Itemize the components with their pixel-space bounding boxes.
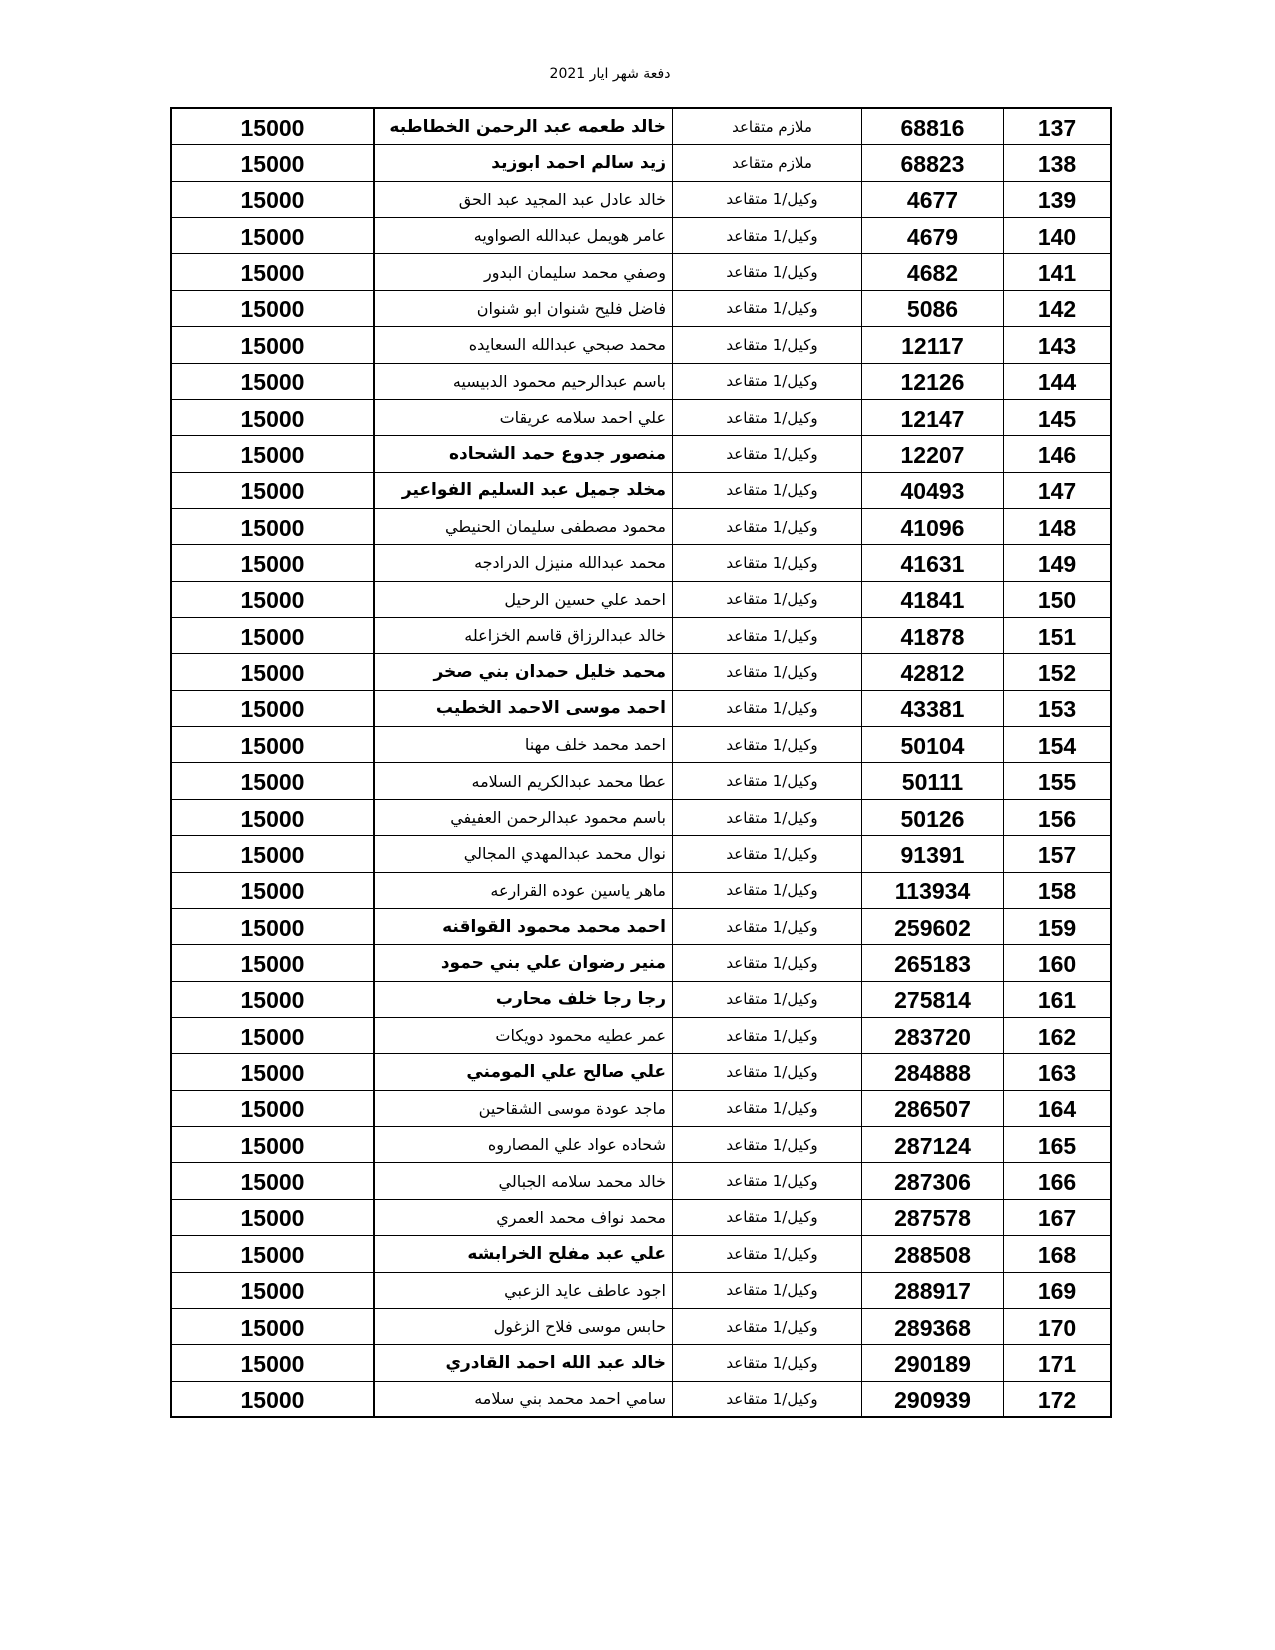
row-index: 166	[1037, 1169, 1077, 1196]
row-number: 68816	[862, 109, 1004, 144]
row-name: خالد طعمه عبد الرحمن الخطاطبه	[375, 109, 673, 144]
row-number: 113934	[862, 873, 1004, 908]
row-number: 43381	[862, 691, 1004, 726]
row-number: 12117	[862, 327, 1004, 362]
row-amount: 15000	[172, 254, 375, 289]
row-number: 4682	[862, 254, 1004, 289]
row-name: منصور جدوع حمد الشحاده	[375, 436, 673, 471]
table-row	[172, 109, 1110, 145]
row-rank: وكيل/1 متقاعد	[673, 727, 862, 762]
row-name: خالد عادل عبد المجيد عبد الحق	[375, 182, 673, 217]
row-index: 155	[1037, 769, 1077, 796]
row-rank: وكيل/1 متقاعد	[673, 763, 862, 798]
row-name: احمد محمد خلف مهنا	[375, 727, 673, 762]
table-row	[172, 400, 1110, 436]
row-index: 146	[1037, 441, 1077, 468]
row-name: محمد نواف محمد العمري	[375, 1200, 673, 1235]
row-index: 159	[1037, 914, 1077, 941]
table-row	[172, 909, 1110, 945]
row-index: 158	[1037, 878, 1077, 905]
row-name: زيد سالم احمد ابوزيد	[375, 145, 673, 180]
row-number: 68823	[862, 145, 1004, 180]
table-row	[172, 1273, 1110, 1309]
row-number: 4677	[862, 182, 1004, 217]
row-index: 137	[1037, 114, 1077, 141]
row-name: محمود مصطفى سليمان الحنيطي	[375, 509, 673, 544]
table-row	[172, 545, 1110, 581]
row-rank: وكيل/1 متقاعد	[673, 800, 862, 835]
table-row	[172, 1309, 1110, 1345]
row-number: 41096	[862, 509, 1004, 544]
row-index: 157	[1037, 841, 1077, 868]
table-row	[172, 473, 1110, 509]
row-name: رجا رجا خلف محارب	[375, 982, 673, 1017]
row-name: احمد موسى الاحمد الخطيب	[375, 691, 673, 726]
row-rank: وكيل/1 متقاعد	[673, 873, 862, 908]
row-rank: وكيل/1 متقاعد	[673, 545, 862, 580]
row-rank: ملازم متقاعد	[673, 145, 862, 180]
table-row	[172, 1382, 1110, 1418]
row-name: باسم عبدالرحيم محمود الدبيسيه	[375, 364, 673, 399]
table-row	[172, 1127, 1110, 1163]
row-number: 50111	[862, 763, 1004, 798]
table-row	[172, 327, 1110, 363]
table-row	[172, 509, 1110, 545]
row-amount: 15000	[172, 436, 375, 471]
row-rank: وكيل/1 متقاعد	[673, 1127, 862, 1162]
row-rank: وكيل/1 متقاعد	[673, 982, 862, 1017]
row-number: 42812	[862, 654, 1004, 689]
row-amount: 15000	[172, 1200, 375, 1235]
row-amount: 15000	[172, 473, 375, 508]
row-amount: 15000	[172, 1127, 375, 1162]
row-name: فاضل فليح شنوان ابو شنوان	[375, 291, 673, 326]
table-row	[172, 727, 1110, 763]
row-name: نوال محمد عبدالمهدي المجالي	[375, 836, 673, 871]
row-number: 287578	[862, 1200, 1004, 1235]
row-rank: وكيل/1 متقاعد	[673, 618, 862, 653]
row-rank: وكيل/1 متقاعد	[673, 400, 862, 435]
row-index: 154	[1037, 732, 1077, 759]
row-number: 91391	[862, 836, 1004, 871]
row-name: محمد خليل حمدان بني صخر	[375, 654, 673, 689]
row-amount: 15000	[172, 218, 375, 253]
table-row	[172, 945, 1110, 981]
row-number: 287306	[862, 1163, 1004, 1198]
row-name: عمر عطيه محمود دويكات	[375, 1018, 673, 1053]
row-index: 139	[1037, 187, 1077, 214]
table-row	[172, 218, 1110, 254]
row-rank: وكيل/1 متقاعد	[673, 327, 862, 362]
row-index: 170	[1037, 1314, 1077, 1341]
row-index: 150	[1037, 587, 1077, 614]
row-rank: وكيل/1 متقاعد	[673, 836, 862, 871]
row-index: 152	[1037, 660, 1077, 687]
row-number: 259602	[862, 909, 1004, 944]
row-number: 265183	[862, 945, 1004, 980]
row-index: 138	[1037, 151, 1077, 178]
table-row	[172, 763, 1110, 799]
row-amount: 15000	[172, 145, 375, 180]
row-number: 287124	[862, 1127, 1004, 1162]
table-row	[172, 873, 1110, 909]
table-row	[172, 1200, 1110, 1236]
row-number: 12126	[862, 364, 1004, 399]
row-index: 141	[1037, 260, 1077, 287]
row-amount: 15000	[172, 800, 375, 835]
row-index: 143	[1037, 332, 1077, 359]
table-row	[172, 145, 1110, 181]
row-number: 288917	[862, 1273, 1004, 1308]
table-row	[172, 1054, 1110, 1090]
row-index: 169	[1037, 1278, 1077, 1305]
table-row	[172, 836, 1110, 872]
row-amount: 15000	[172, 1091, 375, 1126]
table-row	[172, 291, 1110, 327]
row-name: سامي احمد محمد بني سلامه	[375, 1382, 673, 1416]
row-rank: وكيل/1 متقاعد	[673, 654, 862, 689]
row-name: ماهر ياسين عوده القرارعه	[375, 873, 673, 908]
row-rank: وكيل/1 متقاعد	[673, 1054, 862, 1089]
row-amount: 15000	[172, 1163, 375, 1198]
row-amount: 15000	[172, 1273, 375, 1308]
row-name: مخلد جميل عبد السليم الفواعير	[375, 473, 673, 508]
row-name: علي عبد مفلح الخرابشه	[375, 1236, 673, 1271]
row-rank: وكيل/1 متقاعد	[673, 1236, 862, 1271]
row-index: 160	[1037, 950, 1077, 977]
row-rank: وكيل/1 متقاعد	[673, 1163, 862, 1198]
row-rank: وكيل/1 متقاعد	[673, 1018, 862, 1053]
row-rank: وكيل/1 متقاعد	[673, 1345, 862, 1380]
row-name: محمد عبدالله منيزل الدرادجه	[375, 545, 673, 580]
row-amount: 15000	[172, 618, 375, 653]
row-name: احمد علي حسين الرحيل	[375, 582, 673, 617]
row-index: 151	[1037, 623, 1077, 650]
row-amount: 15000	[172, 727, 375, 762]
row-name: احمد محمد محمود القواقنه	[375, 909, 673, 944]
row-name: علي صالح علي المومني	[375, 1054, 673, 1089]
row-amount: 15000	[172, 1309, 375, 1344]
row-number: 12147	[862, 400, 1004, 435]
row-amount: 15000	[172, 509, 375, 544]
row-index: 156	[1037, 805, 1077, 832]
row-number: 275814	[862, 982, 1004, 1017]
row-amount: 15000	[172, 763, 375, 798]
row-index: 140	[1037, 223, 1077, 250]
row-rank: وكيل/1 متقاعد	[673, 1273, 862, 1308]
row-name: محمد صبحي عبدالله السعايده	[375, 327, 673, 362]
row-rank: وكيل/1 متقاعد	[673, 182, 862, 217]
row-rank: وكيل/1 متقاعد	[673, 582, 862, 617]
page-title: دفعة شهر ايار 2021	[549, 66, 671, 82]
row-amount: 15000	[172, 182, 375, 217]
row-rank: وكيل/1 متقاعد	[673, 1382, 862, 1416]
row-name: اجود عاطف عايد الزعبي	[375, 1273, 673, 1308]
row-name: حابس موسى فلاح الزغول	[375, 1309, 673, 1344]
table-row	[172, 582, 1110, 618]
table-row	[172, 254, 1110, 290]
row-amount: 15000	[172, 654, 375, 689]
row-number: 289368	[862, 1309, 1004, 1344]
row-rank: وكيل/1 متقاعد	[673, 291, 862, 326]
table-row	[172, 800, 1110, 836]
row-index: 142	[1037, 296, 1077, 323]
table-row	[172, 982, 1110, 1018]
payment-table	[170, 107, 1112, 1418]
row-number: 41878	[862, 618, 1004, 653]
row-amount: 15000	[172, 1345, 375, 1380]
row-amount: 15000	[172, 1018, 375, 1053]
row-number: 50126	[862, 800, 1004, 835]
table-row	[172, 691, 1110, 727]
row-amount: 15000	[172, 1236, 375, 1271]
row-rank: وكيل/1 متقاعد	[673, 436, 862, 471]
row-index: 149	[1037, 550, 1077, 577]
row-index: 161	[1037, 987, 1077, 1014]
table-row	[172, 1163, 1110, 1199]
row-number: 283720	[862, 1018, 1004, 1053]
row-number: 41841	[862, 582, 1004, 617]
row-rank: وكيل/1 متقاعد	[673, 218, 862, 253]
row-rank: وكيل/1 متقاعد	[673, 691, 862, 726]
table-row	[172, 364, 1110, 400]
row-index: 144	[1037, 369, 1077, 396]
row-rank: وكيل/1 متقاعد	[673, 1091, 862, 1126]
row-amount: 15000	[172, 873, 375, 908]
row-rank: وكيل/1 متقاعد	[673, 1200, 862, 1235]
row-amount: 15000	[172, 545, 375, 580]
row-index: 164	[1037, 1096, 1077, 1123]
row-number: 40493	[862, 473, 1004, 508]
row-name: باسم محمود عبدالرحمن العفيفي	[375, 800, 673, 835]
row-number: 288508	[862, 1236, 1004, 1271]
row-index: 168	[1037, 1241, 1077, 1268]
row-name: عامر هويمل عبدالله الصواويه	[375, 218, 673, 253]
row-number: 284888	[862, 1054, 1004, 1089]
row-name: خالد عبد الله احمد القادري	[375, 1345, 673, 1380]
row-index: 167	[1037, 1205, 1077, 1232]
row-index: 165	[1037, 1132, 1077, 1159]
row-name: وصفي محمد سليمان البدور	[375, 254, 673, 289]
row-number: 50104	[862, 727, 1004, 762]
row-amount: 15000	[172, 291, 375, 326]
row-amount: 15000	[172, 364, 375, 399]
table-row	[172, 618, 1110, 654]
row-index: 147	[1037, 478, 1077, 505]
row-name: خالد عبدالرزاق قاسم الخزاعله	[375, 618, 673, 653]
row-index: 145	[1037, 405, 1077, 432]
row-number: 286507	[862, 1091, 1004, 1126]
row-amount: 15000	[172, 945, 375, 980]
row-name: علي احمد سلامه عريقات	[375, 400, 673, 435]
row-amount: 15000	[172, 982, 375, 1017]
row-index: 172	[1037, 1386, 1077, 1413]
table-row	[172, 1345, 1110, 1381]
row-amount: 15000	[172, 400, 375, 435]
table-row	[172, 1018, 1110, 1054]
row-rank: وكيل/1 متقاعد	[673, 364, 862, 399]
row-amount: 15000	[172, 909, 375, 944]
row-index: 163	[1037, 1060, 1077, 1087]
row-rank: وكيل/1 متقاعد	[673, 945, 862, 980]
row-amount: 15000	[172, 582, 375, 617]
row-rank: وكيل/1 متقاعد	[673, 509, 862, 544]
row-name: عطا محمد عبدالكريم السلامه	[375, 763, 673, 798]
row-index: 153	[1037, 696, 1077, 723]
row-rank: ملازم متقاعد	[673, 109, 862, 144]
row-number: 4679	[862, 218, 1004, 253]
table-row	[172, 182, 1110, 218]
row-name: خالد محمد سلامه الجبالي	[375, 1163, 673, 1198]
row-rank: وكيل/1 متقاعد	[673, 1309, 862, 1344]
table-row	[172, 436, 1110, 472]
row-index: 148	[1037, 514, 1077, 541]
row-amount: 15000	[172, 327, 375, 362]
row-number: 12207	[862, 436, 1004, 471]
row-name: ماجد عودة موسى الشقاحين	[375, 1091, 673, 1126]
row-amount: 15000	[172, 836, 375, 871]
row-amount: 15000	[172, 1054, 375, 1089]
row-amount: 15000	[172, 109, 375, 144]
row-amount: 15000	[172, 1382, 375, 1416]
table-row	[172, 654, 1110, 690]
row-number: 41631	[862, 545, 1004, 580]
table-row	[172, 1236, 1110, 1272]
row-index: 162	[1037, 1023, 1077, 1050]
row-rank: وكيل/1 متقاعد	[673, 473, 862, 508]
row-index: 171	[1037, 1350, 1077, 1377]
row-name: شحاده عواد علي المصاروه	[375, 1127, 673, 1162]
row-amount: 15000	[172, 691, 375, 726]
row-name: منير رضوان علي بني حمود	[375, 945, 673, 980]
row-number: 290939	[862, 1382, 1004, 1416]
table-row	[172, 1091, 1110, 1127]
row-rank: وكيل/1 متقاعد	[673, 254, 862, 289]
row-number: 290189	[862, 1345, 1004, 1380]
row-number: 5086	[862, 291, 1004, 326]
row-rank: وكيل/1 متقاعد	[673, 909, 862, 944]
